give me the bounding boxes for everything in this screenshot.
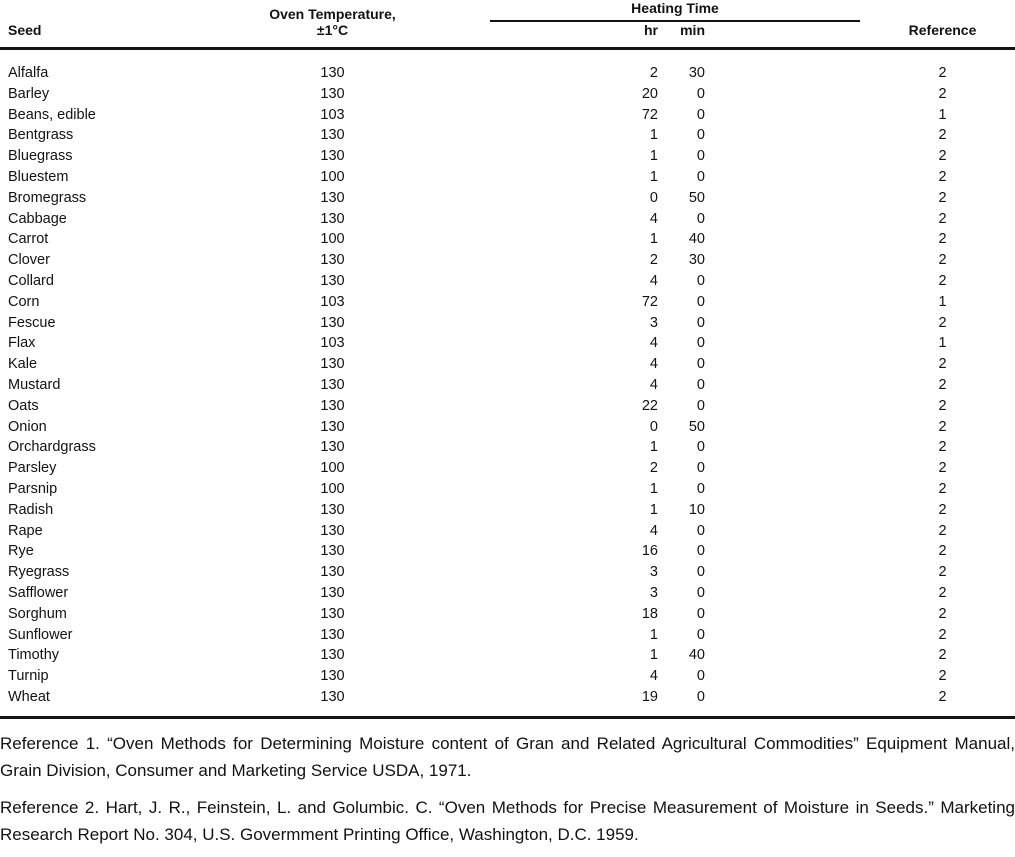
hours-cell: 1 — [649, 647, 658, 664]
table-row — [0, 250, 1015, 271]
reference-cell: 1 — [938, 106, 947, 123]
reference-cell: 2 — [938, 418, 947, 435]
temperature-cell: 130 — [320, 376, 345, 393]
reference-cell: 2 — [938, 626, 947, 643]
reference-cell: 2 — [938, 85, 947, 102]
table-row — [0, 188, 1015, 209]
seed-cell: Bentgrass — [8, 127, 74, 144]
minutes-cell: 0 — [696, 564, 705, 581]
minutes-cell: 0 — [696, 460, 705, 477]
reference-cell: 2 — [938, 668, 947, 685]
minutes-cell: 30 — [688, 252, 705, 269]
hours-cell: 18 — [641, 605, 658, 622]
hours-cell: 4 — [649, 522, 658, 539]
temperature-cell: 130 — [320, 252, 345, 269]
seed-cell: Kale — [8, 356, 38, 373]
minutes-cell: 0 — [696, 480, 705, 497]
hours-cell: 4 — [649, 668, 658, 685]
temperature-cell: 130 — [320, 543, 345, 560]
hours-cell: 19 — [641, 688, 658, 705]
temperature-cell: 130 — [320, 668, 345, 685]
temperature-cell: 130 — [320, 584, 345, 601]
fill-cell — [708, 333, 870, 354]
minutes-cell: 0 — [696, 127, 705, 144]
seed-cell: Cabbage — [8, 210, 67, 227]
fill-cell — [708, 521, 870, 542]
fill-cell — [708, 292, 870, 313]
reference-cell: 2 — [938, 356, 947, 373]
minutes-cell: 0 — [696, 397, 705, 414]
fill-cell — [708, 479, 870, 500]
fill-cell — [708, 313, 870, 334]
reference-cell: 2 — [938, 522, 947, 539]
fill-cell — [708, 49, 870, 84]
minutes-cell: 10 — [688, 501, 705, 518]
temperature-cell: 100 — [320, 231, 345, 248]
reference-cell: 2 — [938, 605, 947, 622]
table-row — [0, 167, 1015, 188]
fill-cell — [708, 229, 870, 250]
hours-cell: 1 — [649, 626, 658, 643]
table-row — [0, 583, 1015, 604]
temperature-cell: 130 — [320, 356, 345, 373]
header-seed: Seed — [0, 22, 235, 49]
table-row — [0, 541, 1015, 562]
seed-cell: Oats — [8, 397, 39, 414]
table-row — [0, 209, 1015, 230]
hours-cell: 3 — [649, 584, 658, 601]
temperature-cell: 130 — [320, 522, 345, 539]
temperature-cell: 130 — [320, 501, 345, 518]
fill-cell — [708, 541, 870, 562]
table-row — [0, 458, 1015, 479]
table-row — [0, 500, 1015, 521]
hours-cell: 1 — [649, 501, 658, 518]
header-heating-time-group — [430, 0, 870, 22]
hours-cell: 0 — [649, 418, 658, 435]
reference-cell: 2 — [938, 584, 947, 601]
table-row — [0, 292, 1015, 313]
header-oven-temperature-line2: ±1°C — [235, 22, 430, 49]
temperature-cell: 130 — [320, 210, 345, 227]
header-min: min — [658, 22, 708, 49]
table-row — [0, 271, 1015, 292]
hours-cell: 3 — [649, 314, 658, 331]
hours-cell: 1 — [649, 480, 658, 497]
seed-cell: Onion — [8, 418, 47, 435]
hours-cell: 20 — [641, 85, 658, 102]
seed-cell: Parsnip — [8, 480, 58, 497]
fill-cell — [708, 417, 870, 438]
seed-cell: Turnip — [8, 668, 49, 685]
fill-cell — [708, 125, 870, 146]
fill-cell — [708, 583, 870, 604]
reference-cell: 2 — [938, 439, 947, 456]
hours-cell: 4 — [649, 335, 658, 352]
reference-cell: 2 — [938, 168, 947, 185]
reference-cell: 2 — [938, 65, 947, 81]
minutes-cell: 0 — [696, 314, 705, 331]
seed-cell: Fescue — [8, 314, 56, 331]
header-heating-time: Heating Time — [490, 0, 860, 22]
seed-cell: Orchardgrass — [8, 439, 96, 456]
fill-cell — [708, 84, 870, 105]
table-header — [0, 0, 1015, 49]
hours-cell: 1 — [649, 148, 658, 165]
temperature-cell: 100 — [320, 168, 345, 185]
minutes-cell: 40 — [688, 231, 705, 248]
reference-cell: 1 — [938, 335, 947, 352]
reference-cell: 2 — [938, 189, 947, 206]
hours-cell: 2 — [649, 65, 658, 81]
footnote-reference-1: Reference 1. “Oven Methods for Determining Moisture content of Gran and Related Agricultural Commodities” Equipment Manual, Grain Division, Consumer and Marketing Service USDA, 1971. — [0, 733, 1015, 780]
minutes-cell: 0 — [696, 605, 705, 622]
table-row — [0, 479, 1015, 500]
table-row — [0, 49, 1015, 84]
seed-cell: Alfalfa — [8, 65, 49, 81]
reference-cell: 2 — [938, 397, 947, 414]
temperature-cell: 103 — [320, 335, 345, 352]
temperature-cell: 130 — [320, 148, 345, 165]
table-body — [0, 49, 1015, 708]
seed-cell: Collard — [8, 272, 54, 289]
temperature-cell: 130 — [320, 688, 345, 705]
table-row — [0, 604, 1015, 625]
reference-footnotes — [0, 719, 1015, 848]
minutes-cell: 0 — [696, 148, 705, 165]
minutes-cell: 50 — [688, 418, 705, 435]
seed-cell: Barley — [8, 85, 50, 102]
header-reference: Reference — [870, 22, 1015, 49]
temperature-cell: 130 — [320, 439, 345, 456]
seed-cell: Mustard — [8, 376, 61, 393]
fill-cell — [708, 625, 870, 646]
hours-cell: 1 — [649, 231, 658, 248]
temperature-cell: 130 — [320, 127, 345, 144]
reference-cell: 2 — [938, 688, 947, 705]
table-row — [0, 396, 1015, 417]
fill-cell — [708, 687, 870, 708]
temperature-cell: 130 — [320, 189, 345, 206]
table-row — [0, 437, 1015, 458]
temperature-cell: 100 — [320, 460, 345, 477]
table-row — [0, 105, 1015, 126]
seed-cell: Radish — [8, 501, 54, 518]
table-row — [0, 666, 1015, 687]
fill-cell — [708, 167, 870, 188]
table-row — [0, 521, 1015, 542]
table-row — [0, 645, 1015, 666]
minutes-cell: 0 — [696, 293, 705, 310]
table-row — [0, 625, 1015, 646]
seed-cell: Beans, edible — [8, 106, 96, 123]
reference-cell: 2 — [938, 460, 947, 477]
reference-cell: 2 — [938, 272, 947, 289]
fill-cell — [708, 375, 870, 396]
temperature-cell: 130 — [320, 605, 345, 622]
temperature-cell: 130 — [320, 564, 345, 581]
fill-cell — [708, 146, 870, 167]
hours-cell: 4 — [649, 272, 658, 289]
seed-cell: Timothy — [8, 647, 60, 664]
temperature-cell: 103 — [320, 106, 345, 123]
minutes-cell: 40 — [688, 647, 705, 664]
table-row — [0, 229, 1015, 250]
seed-cell: Safflower — [8, 584, 69, 601]
fill-cell — [708, 458, 870, 479]
minutes-cell: 0 — [696, 584, 705, 601]
header-hr: hr — [430, 22, 658, 49]
fill-cell — [708, 209, 870, 230]
reference-cell: 2 — [938, 564, 947, 581]
table-row — [0, 313, 1015, 334]
minutes-cell: 0 — [696, 272, 705, 289]
temperature-cell: 103 — [320, 293, 345, 310]
fill-cell — [708, 437, 870, 458]
footnote-reference-2: Reference 2. Hart, J. R., Feinstein, L. and Golumbic. C. “Oven Methods for Precise Measurement of Moisture in Seeds.” Marketing Research Report No. 304, U.S. Govermment Printing Office, Washington, D.C. 1959. — [0, 797, 1015, 844]
hours-cell: 1 — [649, 127, 658, 144]
reference-cell: 2 — [938, 543, 947, 560]
table-row — [0, 417, 1015, 438]
hours-cell: 4 — [649, 210, 658, 227]
fill-cell — [708, 354, 870, 375]
seed-cell: Wheat — [8, 688, 50, 705]
temperature-cell: 130 — [320, 65, 345, 81]
minutes-cell: 0 — [696, 168, 705, 185]
seed-cell: Sunflower — [8, 626, 73, 643]
fill-cell — [708, 645, 870, 666]
reference-cell: 2 — [938, 210, 947, 227]
hours-cell: 4 — [649, 356, 658, 373]
hours-cell: 2 — [649, 252, 658, 269]
header-row-bottom — [0, 22, 1015, 49]
temperature-cell: 130 — [320, 626, 345, 643]
reference-cell: 2 — [938, 647, 947, 664]
table-row — [0, 562, 1015, 583]
reference-cell: 1 — [938, 293, 947, 310]
seed-cell: Bromegrass — [8, 189, 87, 206]
minutes-cell: 0 — [696, 356, 705, 373]
seed-cell: Flax — [8, 335, 36, 352]
temperature-cell: 130 — [320, 647, 345, 664]
seed-cell: Corn — [8, 293, 40, 310]
minutes-cell: 0 — [696, 668, 705, 685]
seed-cell: Bluegrass — [8, 148, 73, 165]
hours-cell: 1 — [649, 439, 658, 456]
temperature-cell: 100 — [320, 480, 345, 497]
fill-cell — [708, 271, 870, 292]
header-row-top — [0, 0, 1015, 22]
temperature-cell: 130 — [320, 272, 345, 289]
header-spacer — [0, 0, 235, 22]
minutes-cell: 50 — [688, 189, 705, 206]
hours-cell: 4 — [649, 376, 658, 393]
temperature-cell: 130 — [320, 397, 345, 414]
reference-cell: 2 — [938, 314, 947, 331]
minutes-cell: 0 — [696, 85, 705, 102]
seed-cell: Clover — [8, 252, 50, 269]
reference-cell: 2 — [938, 480, 947, 497]
seed-cell: Sorghum — [8, 605, 67, 622]
fill-cell — [708, 250, 870, 271]
hours-cell: 72 — [641, 293, 658, 310]
table-row — [0, 354, 1015, 375]
temperature-cell: 130 — [320, 418, 345, 435]
reference-cell: 2 — [938, 501, 947, 518]
hours-cell: 2 — [649, 460, 658, 477]
header-spacer-right — [870, 0, 1015, 22]
minutes-cell: 0 — [696, 106, 705, 123]
hours-cell: 3 — [649, 564, 658, 581]
table-row — [0, 687, 1015, 708]
minutes-cell: 0 — [696, 626, 705, 643]
seed-cell: Carrot — [8, 231, 49, 248]
table-row — [0, 84, 1015, 105]
reference-cell: 2 — [938, 231, 947, 248]
seed-cell: Parsley — [8, 460, 57, 477]
fill-cell — [708, 500, 870, 521]
reference-cell: 2 — [938, 252, 947, 269]
reference-cell: 2 — [938, 148, 947, 165]
table-row — [0, 125, 1015, 146]
hours-cell: 72 — [641, 106, 658, 123]
temperature-cell: 130 — [320, 314, 345, 331]
fill-cell — [708, 562, 870, 583]
seed-cell: Ryegrass — [8, 564, 70, 581]
hours-cell: 16 — [641, 543, 658, 560]
minutes-cell: 30 — [688, 65, 705, 81]
minutes-cell: 0 — [696, 376, 705, 393]
seed-cell: Bluestem — [8, 168, 69, 185]
header-fill — [708, 22, 870, 49]
reference-cell: 2 — [938, 127, 947, 144]
fill-cell — [708, 188, 870, 209]
hours-cell: 1 — [649, 168, 658, 185]
minutes-cell: 0 — [696, 688, 705, 705]
minutes-cell: 0 — [696, 522, 705, 539]
reference-cell: 2 — [938, 376, 947, 393]
fill-cell — [708, 396, 870, 417]
seed-cell: Rye — [8, 543, 34, 560]
hours-cell: 22 — [641, 397, 658, 414]
header-oven-temperature-line1: Oven Temperature, — [269, 6, 396, 22]
minutes-cell: 0 — [696, 543, 705, 560]
table-row — [0, 333, 1015, 354]
temperature-cell: 130 — [320, 85, 345, 102]
table-row — [0, 375, 1015, 396]
seed-cell: Rape — [8, 522, 43, 539]
minutes-cell: 0 — [696, 210, 705, 227]
fill-cell — [708, 105, 870, 126]
fill-cell — [708, 604, 870, 625]
hours-cell: 0 — [649, 189, 658, 206]
minutes-cell: 0 — [696, 439, 705, 456]
fill-cell — [708, 666, 870, 687]
minutes-cell: 0 — [696, 335, 705, 352]
table-row — [0, 146, 1015, 167]
